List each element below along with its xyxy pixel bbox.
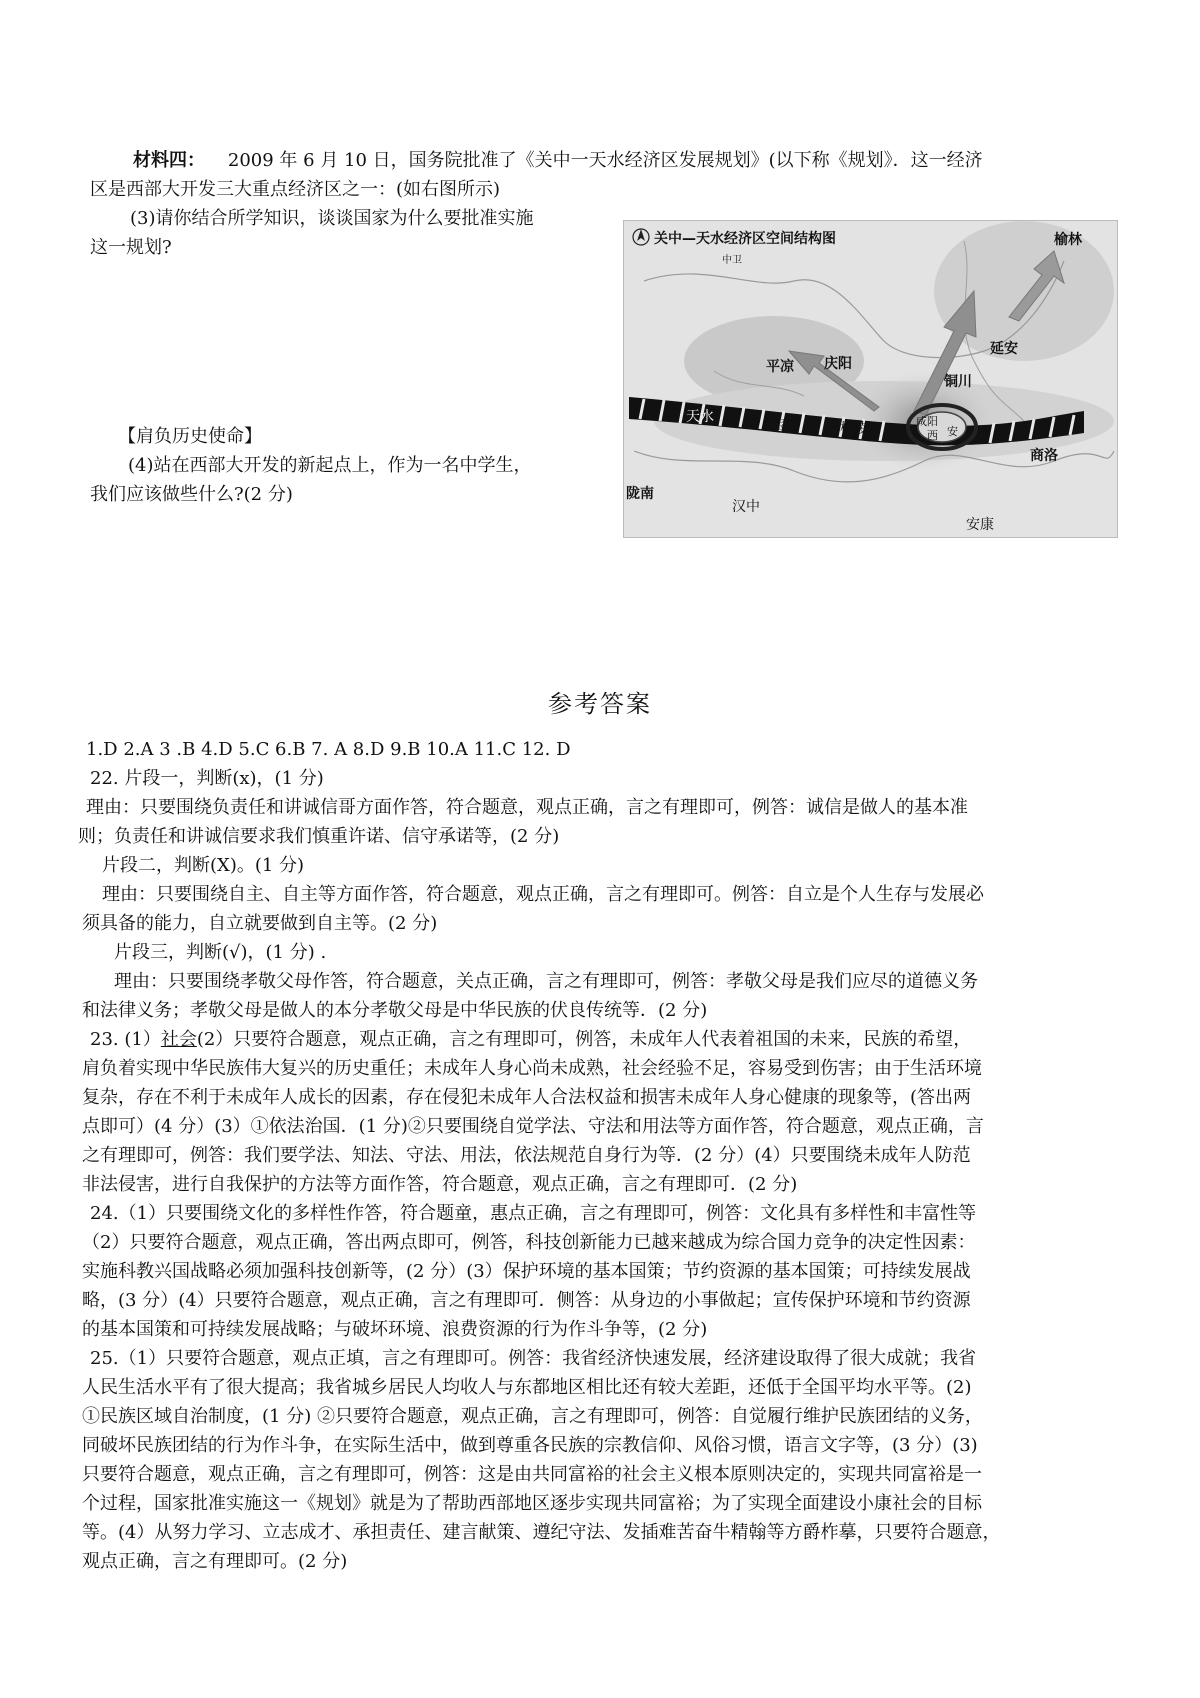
answer-line: 24.（1）只要围绕文化的多样性作答，符合题童，惠点正确，言之有理即可，例答：文化具有多样性和丰富性等 (90, 1203, 977, 1224)
answer-line: 之有理即可，例答：我们要学法、知法、守法、用法，依法规范自身行为等．(2 分）(4）只要围绕未成年人防范 (82, 1145, 971, 1166)
map-city-xianyang: 咸阳 (916, 415, 938, 428)
answer-line: 实施科教兴国战略必须加强科技创新等，(2 分）(3）保护环境的基本国策；节约资源的基本国策；可持续发展战 (82, 1261, 971, 1282)
answers-title: 参考答案 (548, 690, 652, 718)
answer-23-prefix: 23. (1） (90, 1029, 161, 1050)
question-3-line-1: (3)请你结合所学知识，谈谈国家为什么要批准实施 (130, 208, 534, 229)
map-city-tongchuan: 铜川 (944, 374, 972, 390)
map-city-shangluo: 商洛 (1030, 448, 1058, 464)
map-city-qingyang: 庆阳 (824, 356, 852, 372)
map-city-pingliang: 平凉 (766, 359, 794, 375)
map-city-an: 安 (947, 425, 958, 438)
answer-line: ①民族区域自治制度，(1 分) ②只要符合题意，观点正确，言之有理即可，例答：自觉履行维护民族团结的义务， (82, 1406, 983, 1427)
map-city-yanan: 延安 (990, 341, 1018, 357)
answer-line: 须具备的能力，自立就要做到自主等。(2 分) (82, 913, 438, 934)
answer-line: 则；负责任和讲诚信要求我们慎重许诺、信守承诺等，(2 分) (78, 826, 560, 847)
answer-line-23 (90, 1025, 1126, 1054)
map-small-label: 中卫 (722, 255, 742, 266)
material-label: 材料四： (133, 150, 205, 171)
map-city-longnan: 陇南 (626, 486, 654, 502)
map-city-yangling: 杨凌 (840, 421, 868, 437)
answer-line: 22. 片段一，判断(x)，(1 分) (90, 768, 324, 789)
answer-line: 理由：只要围绕孝敬父母作答，符合题意，关点正确，言之有理即可，例答：孝敬父母是我们应尽的道德义务 (114, 971, 978, 992)
answer-line: 个过程，国家批准实施这一《规划》就是为了帮助西部地区逐步实现共同富裕；为了实现全面建设小康社会的目标 (82, 1493, 982, 1514)
answer-line: 片段三，判断(√)，(1 分) . (114, 942, 327, 963)
answer-line: 25.（1）只要符合题意，观点正填，言之有理即可。例答：我省经济快速发展，经济建设取得了很大成就；我省 (90, 1348, 977, 1369)
answers-body (78, 735, 1126, 1576)
material-text-1: 2009 年 6 月 10 日，国务院批准了《关中一天水经济区发展规划》(以下称《规划》．这一经济 (227, 150, 983, 171)
answer-line: 人民生活水平有了很大提高；我省城乡居民人均收人与东都地区相比还有较大差距，还低于全国平均水平等。(2) (82, 1377, 972, 1398)
answer-line: 1.D 2.A 3 .B 4.D 5.C 6.B 7. A 8.D 9.B 10.A 11.C 12. D (86, 739, 571, 760)
answer-line: 理由：只要围绕自主、自主等方面作答，符合题意，观点正确，言之有理即可。例答：自立是个人生存与发展必 (102, 884, 984, 905)
answer-line: 理由：只要围绕负责任和讲诚信哥方面作答，符合题意，观点正确，言之有理即可，例答：诚信是做人的基本准 (86, 797, 968, 818)
answer-line: 略，(3 分）(4）只要符合题意，观点正确，言之有理即可．侧答：从身边的小事做起；宣传保护环境和节约资源 (82, 1290, 971, 1311)
answer-23-rest: (2）只要符合题意，观点正确，言之有理即可，例答，未成年人代表着祖国的未来，民族的希望， (196, 1029, 972, 1050)
answer-line: 肩负着实现中华民族伟大复兴的历史重任；未成年人身心尚未成熟，社会经验不足，容易受到伤害；由于生活环境 (82, 1058, 982, 1079)
answer-line: 只要符合题意，观点正确，言之有理即可，例答：这是由共同富裕的社会主义根本原则决定的，实现共同富裕是一 (82, 1464, 982, 1485)
map-title: 关中—天水经济区空间结构图 (654, 231, 836, 247)
answer-line: 片段二，判断(X)。(1 分) (102, 855, 305, 876)
answer-line: （2）只要符合题意，观点正确，答出两点即可，例答，科技创新能力已越来越成为综合国力竞争的决定性因素： (82, 1232, 976, 1253)
material-line-2: 区是西部大开发三大重点经济区之一：(如右图所示) (90, 179, 501, 200)
answer-line: 非法侵害，进行自我保护的方法等方面作答，符合题意，观点正确，言之有理即可．(2 分) (82, 1174, 798, 1195)
map-city-ankang: 安康 (966, 517, 994, 533)
question-4-line-1: (4)站在西部大开发的新起点上，作为一名中学生， (128, 455, 532, 476)
economic-zone-map (623, 220, 1118, 538)
answer-line: 点即可）(4 分）(3）①依法治国．(1 分)②只要围绕自觉学法、守法和用法等方面作答，符合题意，观点正确，言 (82, 1116, 984, 1137)
section-heading: 【肩负历史使命】 (118, 426, 262, 447)
question-4-line-2: 我们应该做些什么?(2 分) (90, 484, 293, 505)
answer-23-underlined: 社会 (160, 1029, 197, 1050)
map-city-hanzhong: 汉中 (732, 499, 760, 515)
answer-line: 复杂，存在不利于未成年人成长的因素，存在侵犯未成年人合法权益和损害未成年人身心健康的现象等，(答出两 (82, 1087, 972, 1108)
material-line-1 (133, 146, 983, 172)
question-3-line-2: 这一规划? (90, 237, 172, 258)
map-city-tianshui: 天水 (686, 409, 714, 425)
answer-line: 观点正确，言之有理即可。(2 分) (82, 1551, 348, 1572)
map-city-yulin: 榆林 (1054, 232, 1082, 248)
answer-line: 和法律义务；孝敬父母是做人的本分孝敬父母是中华民族的伏良传统等．(2 分) (82, 1000, 708, 1021)
map-graphic (624, 221, 1117, 537)
answer-line: 同破坏民族团结的行为作斗争，在实际生活中，做到尊重各民族的宗教信仰、风俗习惯，语言文字等，(3 分）(3) (82, 1435, 978, 1456)
map-city-xi: 西 (927, 429, 938, 442)
map-city-baoji: 宝鸡 (772, 417, 800, 433)
answer-line: 等。(4）从努力学习、立志成才、承担责任、建言献策、遵纪守法、发插难苦奋牛精翰等方爵柞摹，只要符合题意， (82, 1522, 1001, 1543)
answer-line: 的基本国策和可持续发展战略；与破坏环境、浪费资源的行为作斗争等，(2 分) (82, 1319, 708, 1340)
